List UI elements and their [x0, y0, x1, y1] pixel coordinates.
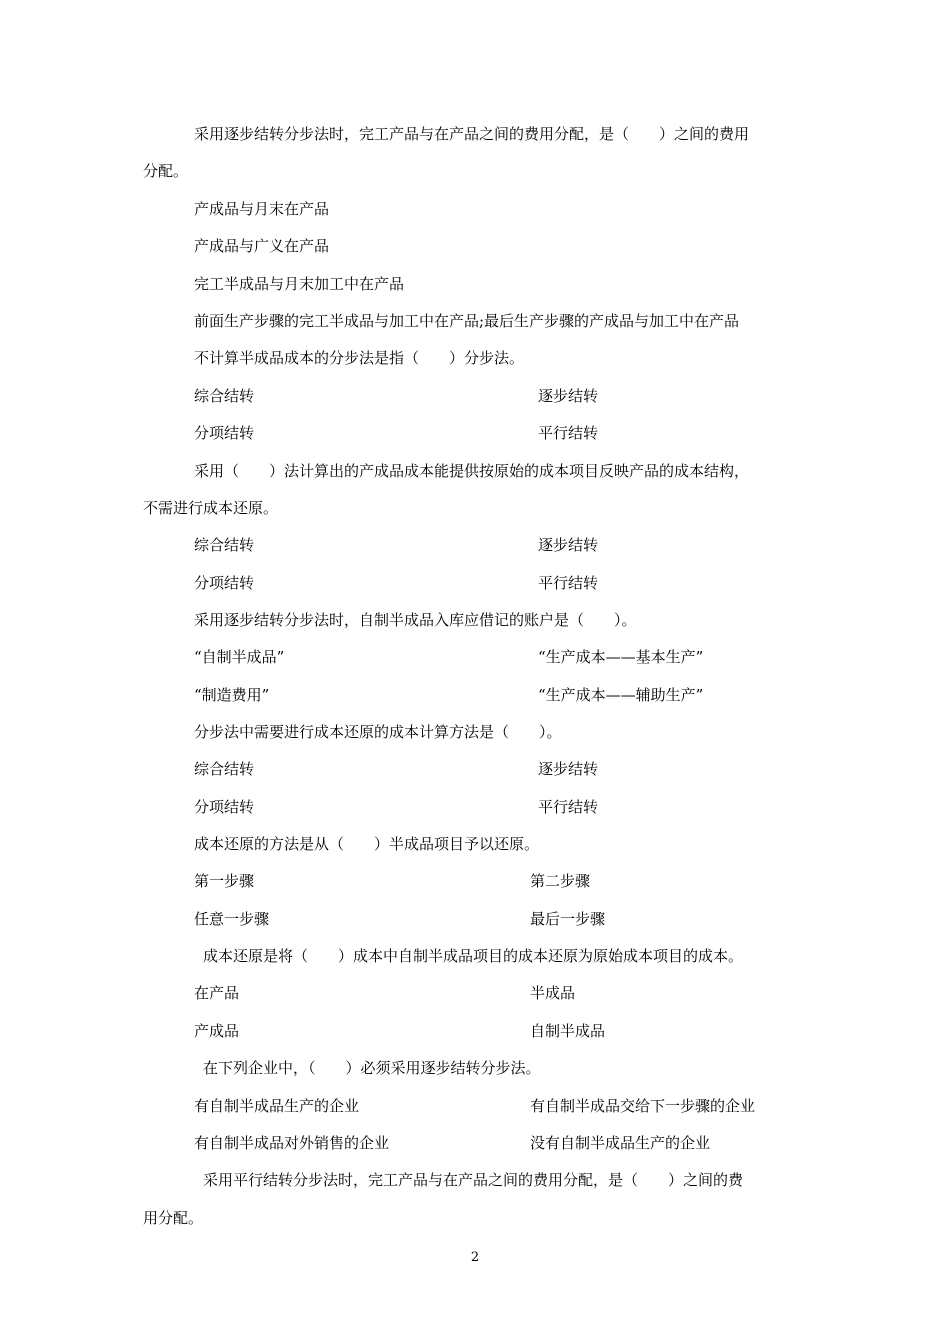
question-3-option-a: 综合结转	[194, 536, 255, 554]
question-1-stem: 采用逐步结转分步法时，完工产品与在产品之间的费用分配，是（ ）之间的费用	[194, 125, 750, 143]
question-2-option-c: 分项结转	[194, 424, 255, 442]
question-4-option-b: “生产成本——基本生产”	[538, 648, 704, 666]
question-8-option-c: 有自制半成品对外销售的企业	[194, 1134, 390, 1152]
question-5-stem: 分步法中需要进行成本还原的成本计算方法是（ ）。	[194, 723, 562, 741]
question-9-stem-cont: 用分配。	[143, 1209, 204, 1227]
question-1-stem-cont: 分配。	[143, 162, 189, 180]
question-6-option-a: 第一步骤	[194, 872, 255, 890]
question-3-option-d: 平行结转	[538, 574, 599, 592]
question-8-option-a: 有自制半成品生产的企业	[194, 1097, 360, 1115]
question-6-stem: 成本还原的方法是从（ ）半成品项目予以还原。	[194, 835, 540, 853]
question-8-stem: 在下列企业中，（ ）必须采用逐步结转分步法。	[203, 1059, 541, 1077]
question-5-option-b: 逐步结转	[538, 760, 599, 778]
question-4-option-c: “制造费用”	[194, 686, 270, 704]
question-6-option-b: 第二步骤	[530, 872, 591, 890]
question-5-option-a: 综合结转	[194, 760, 255, 778]
question-7-option-a: 在产品	[194, 984, 240, 1002]
question-1-option-c: 完工半成品与月末加工中在产品	[194, 275, 405, 293]
question-6-option-c: 任意一步骤	[194, 910, 270, 928]
question-5-option-d: 平行结转	[538, 798, 599, 816]
question-3-option-b: 逐步结转	[538, 536, 599, 554]
question-3-stem-cont: 不需进行成本还原。	[143, 499, 279, 517]
question-1-option-a: 产成品与月末在产品	[194, 200, 330, 218]
question-2-option-d: 平行结转	[538, 424, 599, 442]
question-4-stem: 采用逐步结转分步法时，自制半成品入库应借记的账户是（ ）。	[194, 611, 637, 629]
question-2-stem: 不计算半成品成本的分步法是指（ ）分步法。	[194, 349, 525, 367]
question-1-option-b: 产成品与广义在产品	[194, 237, 330, 255]
question-7-option-b: 半成品	[530, 984, 576, 1002]
question-3-option-c: 分项结转	[194, 574, 255, 592]
question-7-stem: 成本还原是将（ ）成本中自制半成品项目的成本还原为原始成本项目的成本。	[203, 947, 744, 965]
question-7-option-c: 产成品	[194, 1022, 240, 1040]
question-1-option-d: 前面生产步骤的完工半成品与加工中在产品;最后生产步骤的产成品与加工中在产品	[194, 312, 740, 330]
page-number: 2	[470, 1250, 480, 1265]
question-3-stem: 采用（ ）法计算出的产成品成本能提供按原始的成本项目反映产品的成本结构，	[194, 462, 750, 480]
question-5-option-c: 分项结转	[194, 798, 255, 816]
question-2-option-b: 逐步结转	[538, 387, 599, 405]
question-7-option-d: 自制半成品	[530, 1022, 606, 1040]
question-8-option-b: 有自制半成品交给下一步骤的企业	[530, 1097, 756, 1115]
question-4-option-a: “自制半成品”	[194, 648, 285, 666]
question-8-option-d: 没有自制半成品生产的企业	[530, 1134, 711, 1152]
question-2-option-a: 综合结转	[194, 387, 255, 405]
question-6-option-d: 最后一步骤	[530, 910, 606, 928]
question-9-stem: 采用平行结转分步法时，完工产品与在产品之间的费用分配，是（ ）之间的费	[203, 1171, 744, 1189]
question-4-option-d: “生产成本——辅助生产”	[538, 686, 704, 704]
